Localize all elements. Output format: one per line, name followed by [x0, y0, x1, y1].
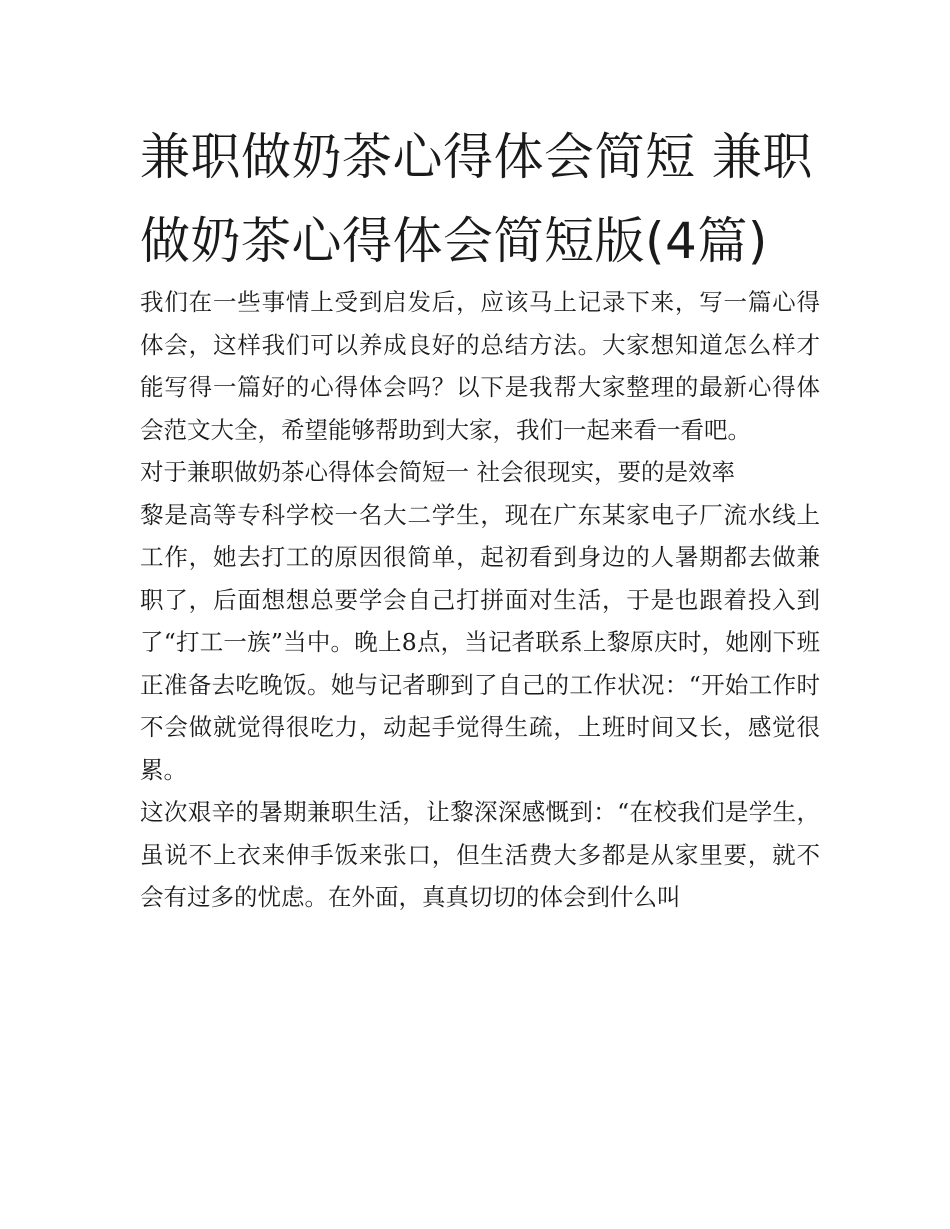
- paragraph-story: 黎是高等专科学校一名大二学生，现在广东某家电子厂流水线上工作，她去打工的原因很简单，起初看到身边的人暑期都去做兼职了，后面想想总要学会自己打拼面对生活，于是也跟着投入到了“打工一族”当中。晚上8点，当记者联系上黎原庆时，她刚下班正准备去吃晚饭。她与记者聊到了自己的工作状况：“开始工作时不会做就觉得很吃力，动起手觉得生疏，上班时间又长，感觉很累。: [140, 500, 820, 784]
- document-title: 兼职做奶茶心得体会简短 兼职做奶茶心得体会简短版(4篇): [140, 128, 813, 270]
- document-body: [140, 281, 820, 919]
- paragraph-section-heading: 对于兼职做奶茶心得体会简短一 社会很现实，要的是效率: [140, 458, 735, 486]
- paragraph-reflection: 这次艰辛的暑期兼职生活，让黎深深感慨到：“在校我们是学生，虽说不上衣来伸手饭来张口，但生活费大多都是从家里要，就不会有过多的忧虑。在外面，真真切切的体会到什么叫: [140, 798, 820, 911]
- paragraph-intro: 我们在一些事情上受到启发后，应该马上记录下来，写一篇心得体会，这样我们可以养成良好的总结方法。大家想知道怎么样才能写得一篇好的心得体会吗？以下是我帮大家整理的最新心得体会范文大全，希望能够帮助到大家，我们一起来看一看吧。: [140, 288, 820, 444]
